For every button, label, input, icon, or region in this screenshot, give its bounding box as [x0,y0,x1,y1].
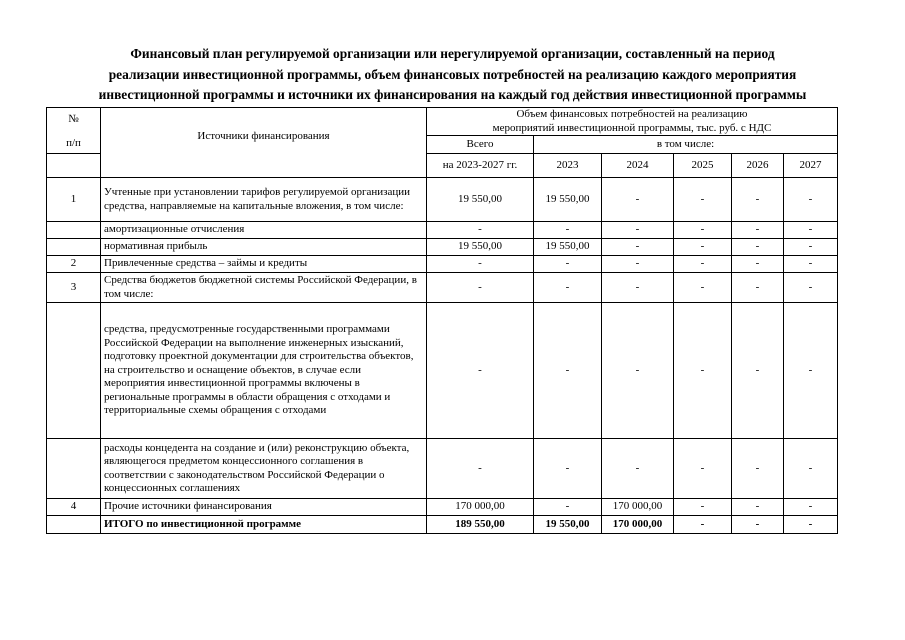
table-row [47,273,838,303]
row-total: - [427,303,534,439]
row-value-2025: - [674,222,732,239]
row-value-2025: - [674,499,732,516]
total-row-num [47,516,101,534]
row-source-name: средства, предусмотренные государственными программами Российской Федерации на выполнение инженерных изысканий, подготовку проектной документации для строительства объектов, на строительство и оснащение объектов, в случае если мероприятия инвестиционной программы включены в региональные программы в области обращения с отходами и территориальные схемы обращения с отходами [101,303,427,439]
row-value-2026: - [732,273,784,303]
row-source-name: Прочие источники финансирования [101,499,427,516]
total-value-2027: - [784,516,838,534]
header-year-2023: 2023 [534,154,602,178]
row-value-2027: - [784,256,838,273]
row-value-2027: - [784,439,838,499]
row-value-2024: - [602,303,674,439]
header-total: Всего [427,136,534,154]
row-source-name: Учтенные при установлении тарифов регулируемой организации средства, направляемые на капитальные вложения, в том числе: [101,178,427,222]
row-num: 1 [47,178,101,222]
row-source-name: амортизационные отчисления [101,222,427,239]
header-period: на 2023-2027 гг. [427,154,534,178]
table-row [47,222,838,239]
row-value-2027: - [784,222,838,239]
row-value-2024: - [602,178,674,222]
header-including: в том числе: [534,136,838,154]
row-value-2025: - [674,256,732,273]
header-year-2024: 2024 [602,154,674,178]
row-value-2024: - [602,222,674,239]
row-value-2026: - [732,303,784,439]
row-num: 2 [47,256,101,273]
header-num-empty [47,154,101,178]
table-row [47,239,838,256]
row-total: 19 550,00 [427,178,534,222]
row-value-2026: - [732,499,784,516]
table-row [47,499,838,516]
row-num [47,439,101,499]
row-value-2025: - [674,273,732,303]
row-value-2025: - [674,178,732,222]
table-row [47,303,838,439]
table-row [47,178,838,222]
row-value-2024: 170 000,00 [602,499,674,516]
row-num: 3 [47,273,101,303]
row-value-2026: - [732,222,784,239]
row-value-2023: - [534,256,602,273]
row-value-2026: - [732,256,784,273]
header-year-2025: 2025 [674,154,732,178]
financial-plan-table [46,107,838,534]
row-value-2025: - [674,239,732,256]
row-value-2027: - [784,303,838,439]
row-value-2027: - [784,273,838,303]
total-row-total: 189 550,00 [427,516,534,534]
row-source-name: Средства бюджетов бюджетной системы Российской Федерации, в том числе: [101,273,427,303]
row-value-2024: - [602,273,674,303]
header-year-2027: 2027 [784,154,838,178]
row-total: 170 000,00 [427,499,534,516]
row-value-2024: - [602,256,674,273]
row-total: - [427,273,534,303]
row-value-2023: - [534,222,602,239]
total-row [47,516,838,534]
row-num [47,222,101,239]
header-num-symbol: № [68,113,79,125]
header-num-abbr: п/п [66,136,81,149]
total-value-2026: - [732,516,784,534]
total-row-label: ИТОГО по инвестиционной программе [101,516,427,534]
row-value-2026: - [732,239,784,256]
total-value-2023: 19 550,00 [534,516,602,534]
row-value-2023: 19 550,00 [534,239,602,256]
title-line-1: Финансовый план регулируемой организации или нерегулируемой организации, составленный на период [130,46,775,61]
header-sources: Источники финансирования [101,108,427,178]
table-row [47,256,838,273]
row-value-2026: - [732,439,784,499]
row-value-2023: - [534,499,602,516]
header-volume: Объем финансовых потребностей на реализацию мероприятий инвестиционной программы, тыс. руб. с НДС [427,108,838,136]
row-total: - [427,256,534,273]
row-value-2027: - [784,239,838,256]
header-year-2026: 2026 [732,154,784,178]
row-num [47,303,101,439]
total-value-2025: - [674,516,732,534]
table-row [47,439,838,499]
row-value-2026: - [732,178,784,222]
row-value-2024: - [602,439,674,499]
row-total: 19 550,00 [427,239,534,256]
title-line-3: инвестиционной программы и источники их финансирования на каждый год действия инвестиционной программы [98,87,807,102]
row-value-2025: - [674,439,732,499]
page-title [40,44,865,106]
header-num-cell [47,108,101,154]
row-num: 4 [47,499,101,516]
header-row-1 [47,108,838,136]
row-total: - [427,439,534,499]
row-value-2023: - [534,303,602,439]
row-value-2023: - [534,273,602,303]
total-value-2024: 170 000,00 [602,516,674,534]
row-value-2024: - [602,239,674,256]
row-value-2023: - [534,439,602,499]
row-value-2023: 19 550,00 [534,178,602,222]
row-total: - [427,222,534,239]
row-source-name: расходы концедента на создание и (или) реконструкцию объекта, являющегося предметом концессионного соглашения в соответствии с законодательством Российской Федерации о концессионных соглашениях [101,439,427,499]
row-value-2025: - [674,303,732,439]
row-source-name: нормативная прибыль [101,239,427,256]
row-value-2027: - [784,499,838,516]
row-source-name: Привлеченные средства – займы и кредиты [101,256,427,273]
title-line-2: реализации инвестиционной программы, объем финансовых потребностей на реализацию каждого мероприятия [108,66,797,82]
row-value-2027: - [784,178,838,222]
row-num [47,239,101,256]
